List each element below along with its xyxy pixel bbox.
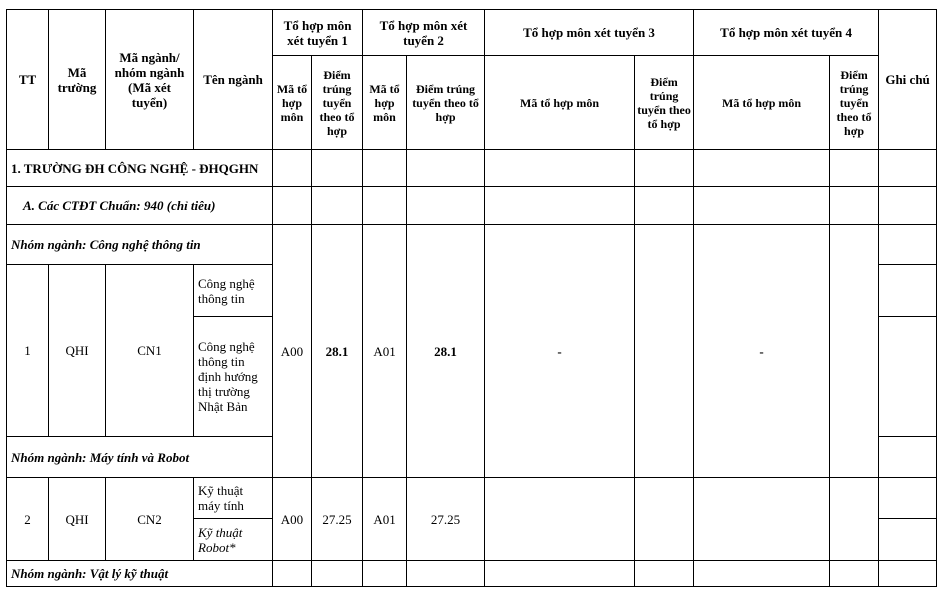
empty-cell	[879, 150, 937, 187]
header-ma-nganh: Mã ngành/ nhóm ngành (Mã xét tuyển)	[106, 10, 194, 150]
row1-diem-2: 28.1	[407, 225, 485, 478]
row1-nganh-1: Công nghệ thông tin	[194, 265, 273, 317]
empty-cell	[879, 519, 937, 561]
group-may-tinh: Nhóm ngành: Máy tính và Robot	[7, 437, 273, 478]
group-row-cntt	[7, 225, 937, 265]
empty-cell	[635, 150, 694, 187]
empty-cell	[830, 561, 879, 587]
header-to-hop-4: Tổ hợp môn xét tuyển 4	[694, 10, 879, 56]
empty-cell	[879, 561, 937, 587]
subheader-diem-2: Điểm trúng tuyển theo tổ hợp	[407, 56, 485, 150]
row2-tt: 2	[7, 478, 49, 561]
empty-cell	[485, 561, 635, 587]
subheader-ma-to-hop-1: Mã tổ hợp môn	[273, 56, 312, 150]
empty-cell	[273, 561, 312, 587]
row1-ma-nganh: CN1	[106, 265, 194, 437]
empty-cell	[363, 187, 407, 225]
row1-to-hop-4: -	[694, 225, 830, 478]
empty-cell	[694, 561, 830, 587]
row2-diem-1: 27.25	[312, 478, 363, 561]
row2-to-hop-2: A01	[363, 478, 407, 561]
empty-cell	[830, 187, 879, 225]
row1-to-hop-3: -	[485, 225, 635, 478]
empty-cell	[407, 187, 485, 225]
empty-cell	[694, 478, 830, 561]
section-university: 1. TRƯỜNG ĐH CÔNG NGHỆ - ĐHQGHN	[7, 150, 273, 187]
row2-ma-truong: QHI	[49, 478, 106, 561]
empty-cell	[879, 265, 937, 317]
empty-cell	[635, 187, 694, 225]
row2-nganh-2: Kỹ thuật Robot*	[194, 519, 273, 561]
group-row-vat-ly	[7, 561, 937, 587]
empty-cell	[879, 478, 937, 519]
empty-cell	[363, 150, 407, 187]
subheader-ma-to-hop-3: Mã tổ hợp môn	[485, 56, 635, 150]
empty-cell	[635, 225, 694, 478]
empty-cell	[312, 187, 363, 225]
empty-cell	[694, 187, 830, 225]
row1-diem-1: 28.1	[312, 225, 363, 478]
header-tt: TT	[7, 10, 49, 150]
empty-cell	[635, 561, 694, 587]
header-ma-truong: Mã trường	[49, 10, 106, 150]
group-vat-ly: Nhóm ngành: Vật lý kỹ thuật	[7, 561, 273, 587]
header-row-1	[7, 10, 937, 56]
empty-cell	[273, 150, 312, 187]
subheader-ma-to-hop-2: Mã tổ hợp môn	[363, 56, 407, 150]
row2-ma-nganh: CN2	[106, 478, 194, 561]
table-row	[7, 478, 937, 519]
section-row-program	[7, 187, 937, 225]
row2-nganh-1: Kỹ thuật máy tính	[194, 478, 273, 519]
empty-cell	[407, 561, 485, 587]
empty-cell	[879, 437, 937, 478]
row1-ma-truong: QHI	[49, 265, 106, 437]
row2-diem-2: 27.25	[407, 478, 485, 561]
empty-cell	[485, 478, 635, 561]
row2-to-hop-1: A00	[273, 478, 312, 561]
row1-to-hop-1: A00	[273, 225, 312, 478]
empty-cell	[635, 478, 694, 561]
empty-cell	[830, 225, 879, 478]
header-ten-nganh: Tên ngành	[194, 10, 273, 150]
empty-cell	[485, 150, 635, 187]
section-row-university	[7, 150, 937, 187]
section-program: A. Các CTĐT Chuẩn: 940 (chỉ tiêu)	[7, 187, 273, 225]
header-to-hop-2: Tổ hợp môn xét tuyển 2	[363, 10, 485, 56]
header-ghi-chu: Ghi chú	[879, 10, 937, 150]
header-to-hop-3: Tổ hợp môn xét tuyển 3	[485, 10, 694, 56]
row1-to-hop-2: A01	[363, 225, 407, 478]
admission-score-table	[6, 9, 937, 587]
subheader-ma-to-hop-4: Mã tổ hợp môn	[694, 56, 830, 150]
empty-cell	[273, 187, 312, 225]
empty-cell	[879, 187, 937, 225]
subheader-diem-1: Điểm trúng tuyển theo tổ hợp	[312, 56, 363, 150]
empty-cell	[830, 478, 879, 561]
empty-cell	[363, 561, 407, 587]
empty-cell	[407, 150, 485, 187]
empty-cell	[830, 150, 879, 187]
empty-cell	[312, 150, 363, 187]
subheader-diem-4: Điểm trúng tuyển theo tổ hợp	[830, 56, 879, 150]
group-cntt: Nhóm ngành: Công nghệ thông tin	[7, 225, 273, 265]
header-to-hop-1: Tổ hợp môn xét tuyển 1	[273, 10, 363, 56]
subheader-diem-3: Điểm trúng tuyển theo tổ hợp	[635, 56, 694, 150]
row1-tt: 1	[7, 265, 49, 437]
admission-table-container	[6, 9, 937, 587]
row1-nganh-2: Công nghệ thông tin định hướng thị trường Nhật Bản	[194, 317, 273, 437]
empty-cell	[879, 317, 937, 437]
empty-cell	[694, 150, 830, 187]
empty-cell	[312, 561, 363, 587]
empty-cell	[879, 225, 937, 265]
empty-cell	[485, 187, 635, 225]
